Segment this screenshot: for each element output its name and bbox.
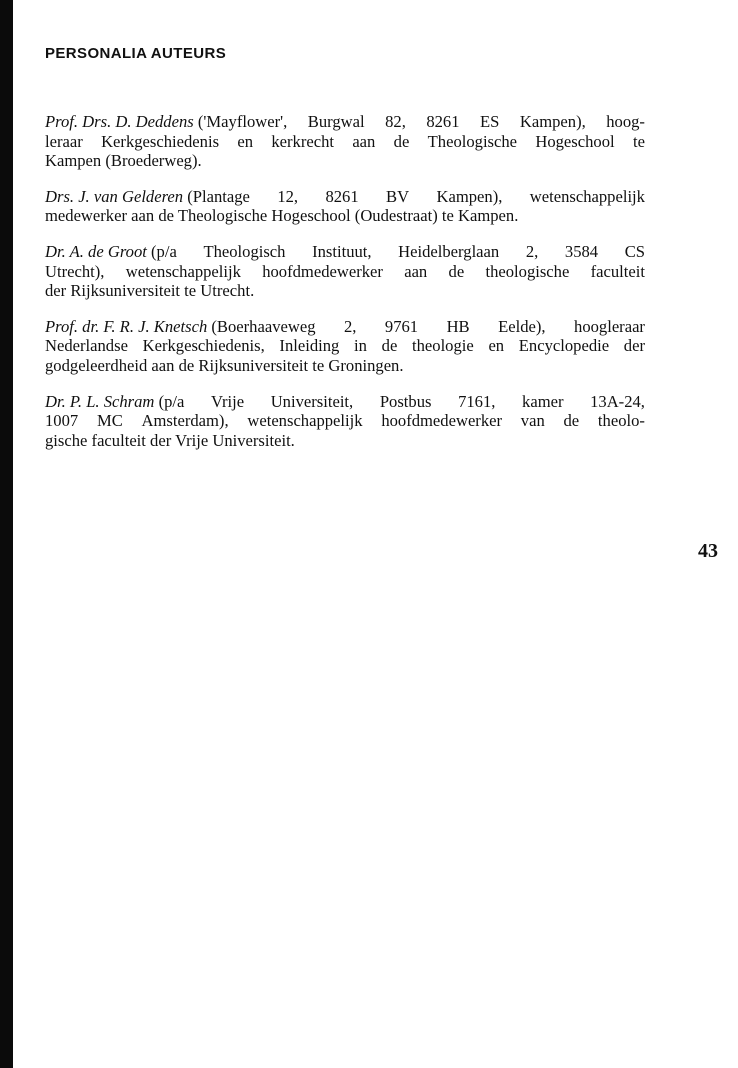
text-word: (Plantage bbox=[183, 186, 250, 206]
text-word: van bbox=[520, 411, 545, 431]
text-word: (p/a bbox=[146, 241, 177, 261]
text-run: medewerker aan de Theologische Hogeschool (Oudestraat) te Kampen. bbox=[45, 206, 519, 226]
text-word: de bbox=[393, 131, 410, 151]
text-word: theologische bbox=[485, 261, 570, 281]
text-word: theologie bbox=[412, 336, 474, 356]
text-word: wetenschappelijk bbox=[125, 261, 241, 281]
entry-line bbox=[45, 262, 645, 282]
text-word: MC bbox=[96, 411, 123, 431]
author-name: Dr. A. de Groot bbox=[45, 241, 147, 261]
text-word: (Boerhaaveweg bbox=[207, 316, 316, 336]
text-word: ES bbox=[480, 112, 500, 131]
text-word: 13A-24, bbox=[590, 391, 645, 411]
entry-line bbox=[45, 431, 645, 451]
text-word: aan bbox=[352, 131, 376, 151]
text-word: 12, bbox=[277, 186, 299, 206]
text-word: de bbox=[381, 336, 398, 356]
text-word: hoogleraar bbox=[574, 316, 645, 336]
author-name: Drs. J. van Gelderen bbox=[45, 186, 184, 206]
page-number: 43 bbox=[698, 540, 718, 562]
text-word: Kampen), bbox=[436, 186, 503, 206]
text-word: Eelde), bbox=[498, 316, 546, 336]
text-word: BV bbox=[386, 186, 410, 206]
name-group bbox=[45, 317, 316, 337]
text-word: 9761 bbox=[384, 316, 419, 336]
entry-line bbox=[45, 187, 645, 207]
text-word: 7161, bbox=[458, 391, 496, 411]
text-word: 82, bbox=[385, 112, 406, 131]
binding-edge bbox=[0, 0, 13, 1068]
name-group bbox=[45, 112, 287, 132]
text-word: CS bbox=[624, 241, 645, 261]
text-run: gische faculteit der Vrije Universiteit. bbox=[45, 430, 295, 450]
text-run: der Rijksuniversiteit te Utrecht. bbox=[45, 281, 255, 301]
text-word: HB bbox=[446, 316, 470, 336]
text-word: hoog- bbox=[606, 112, 645, 131]
entry-line bbox=[45, 356, 645, 376]
text-word: de bbox=[448, 261, 465, 281]
page-heading: PERSONALIA AUTEURS bbox=[45, 45, 227, 62]
text-word: hoofdmedewerker bbox=[262, 261, 383, 281]
text-run: Kampen (Broederweg). bbox=[45, 151, 202, 171]
text-run: godgeleerdheid aan de Rijksuniversiteit te Groningen. bbox=[45, 355, 404, 375]
text-word: 1007 bbox=[45, 411, 79, 431]
author-entry bbox=[45, 112, 645, 171]
author-entry bbox=[45, 242, 645, 301]
text-word: leraar bbox=[45, 131, 83, 151]
author-entry bbox=[45, 392, 645, 451]
text-word: Burgwal bbox=[307, 112, 365, 131]
text-word: 2, bbox=[343, 316, 357, 336]
text-word: in bbox=[354, 336, 367, 356]
text-word: der bbox=[623, 336, 645, 356]
entry-line bbox=[45, 411, 645, 431]
text-word: Kampen), bbox=[519, 112, 586, 131]
text-word: Inleiding bbox=[279, 336, 340, 356]
text-word: en bbox=[488, 336, 505, 356]
text-word: Nederlandse bbox=[45, 336, 128, 356]
author-list bbox=[45, 112, 645, 466]
text-word: de bbox=[563, 411, 580, 431]
text-word: wetenschappelijk bbox=[247, 411, 363, 431]
author-name: Dr. P. L. Schram bbox=[45, 391, 155, 411]
text-word: hoofdmedewerker bbox=[381, 411, 503, 431]
text-word: Amsterdam), bbox=[141, 411, 229, 431]
text-word: ('Mayflower', bbox=[193, 112, 288, 131]
name-group bbox=[45, 392, 184, 412]
text-word: Utrecht), bbox=[45, 261, 105, 281]
text-word: (p/a bbox=[154, 391, 185, 411]
text-word: Theologische bbox=[427, 131, 518, 151]
text-word: kerkrecht bbox=[271, 131, 334, 151]
author-entry bbox=[45, 187, 645, 226]
entry-line bbox=[45, 317, 645, 337]
entry-line bbox=[45, 151, 645, 171]
text-word: 3584 bbox=[564, 241, 599, 261]
entry-line bbox=[45, 206, 645, 226]
entry-line bbox=[45, 392, 645, 412]
text-word: Postbus bbox=[379, 391, 432, 411]
text-word: 8261 bbox=[426, 112, 460, 131]
text-word: faculteit bbox=[590, 261, 645, 281]
name-group bbox=[45, 242, 177, 262]
text-word: Vrije bbox=[210, 391, 245, 411]
author-name: Prof. dr. F. R. J. Knetsch bbox=[45, 316, 208, 336]
text-word: en bbox=[237, 131, 254, 151]
text-word: Instituut, bbox=[312, 241, 372, 261]
text-word: Universiteit, bbox=[270, 391, 354, 411]
text-word: Theologisch bbox=[203, 241, 286, 261]
entry-line bbox=[45, 112, 645, 132]
entry-line bbox=[45, 242, 645, 262]
text-word: 8261 bbox=[325, 186, 359, 206]
name-group bbox=[45, 187, 250, 207]
author-entry bbox=[45, 317, 645, 376]
text-word: aan bbox=[404, 261, 428, 281]
entry-line bbox=[45, 132, 645, 152]
text-word: wetenschappelijk bbox=[529, 186, 645, 206]
text-word: Encyclopedie bbox=[518, 336, 610, 356]
author-name: Prof. Drs. D. Deddens bbox=[45, 112, 194, 131]
text-word: Kerkgeschiedenis bbox=[101, 131, 220, 151]
text-word: kamer bbox=[522, 391, 564, 411]
text-word: Heidelberglaan bbox=[398, 241, 500, 261]
entry-line bbox=[45, 281, 645, 301]
text-word: Hogeschool bbox=[535, 131, 615, 151]
text-word: theolo- bbox=[597, 411, 645, 431]
entry-line bbox=[45, 336, 645, 356]
text-word: 2, bbox=[525, 241, 539, 261]
text-word: Kerkgeschiedenis, bbox=[142, 336, 265, 356]
text-word: te bbox=[632, 131, 645, 151]
